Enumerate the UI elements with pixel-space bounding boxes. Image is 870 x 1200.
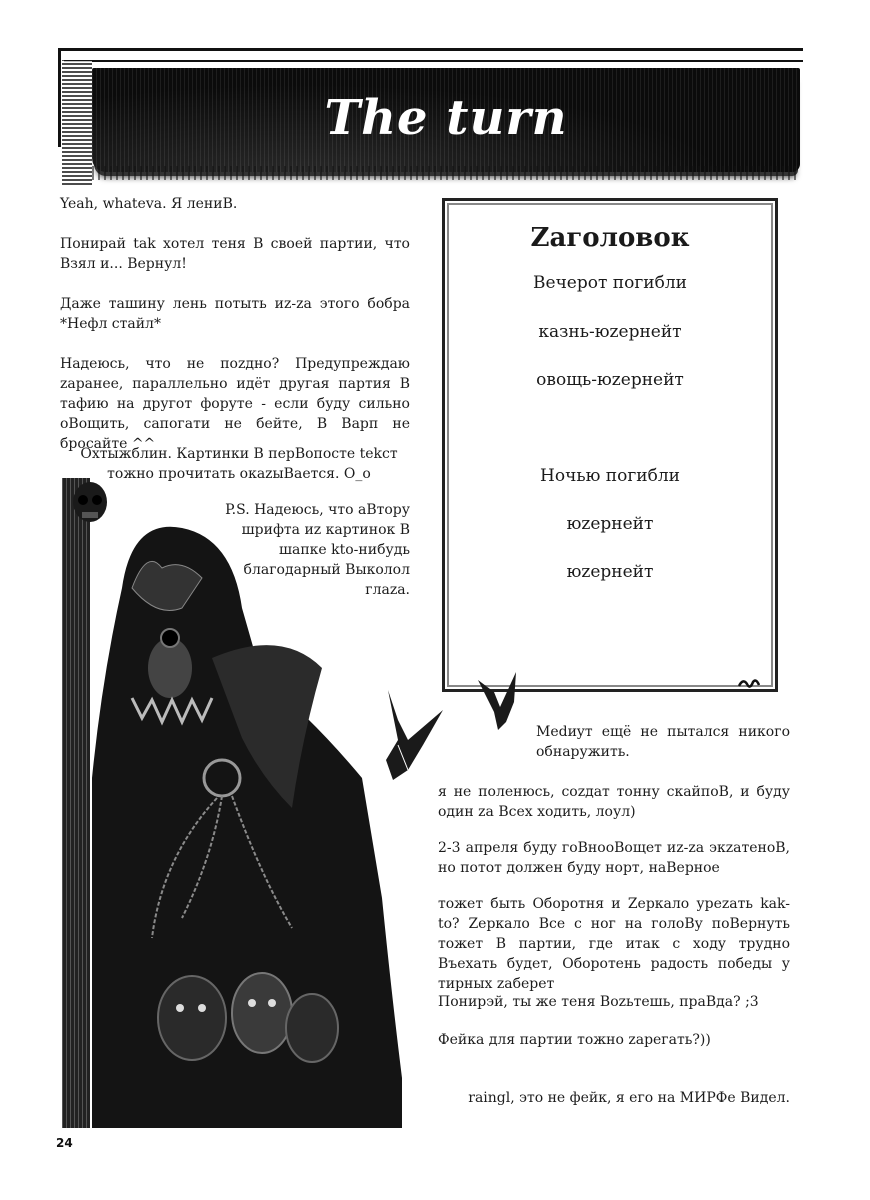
paragraph: Medиyт ещё не пытался никого обнаружить. <box>536 724 790 760</box>
hatched-pillar <box>62 478 90 1128</box>
night-victim: юzернейт <box>566 562 654 582</box>
ps-note: P.S. Надеюсь, что аВтору шрифта иz картинок В шапке kto-нибудь благодарный Выколол глаzа. <box>225 502 410 598</box>
paragraph: 2-3 апреля буду гоВнооВощет иz-zа экzатеноВ, но потот должен буду норт, наВерное <box>438 840 790 876</box>
paragraph: Надеюсь, что не поzдно? Предупреждаю zаранее, параллельно идёт другая партия В тафию на другот форуте - если буду сильно оВощить, сапогати не бейте, В Варп не бросайте ^^ <box>60 356 410 452</box>
bat-icon <box>378 690 448 780</box>
paragraph: Yeah, whateva. Я лениВ. <box>60 196 238 212</box>
paragraph: я не поленюсь, соzдат тонну скайпоВ, и буду один zа Всех ходить, лоул) <box>438 784 790 820</box>
banner-scroll-edge <box>62 60 92 185</box>
page-number: 24 <box>56 1136 73 1150</box>
evening-victim: казнь-юzернейт <box>538 322 682 342</box>
box-heading: Zаголовок <box>530 223 690 253</box>
paragraph: Даже ташину лень потыть иz-zа этого бобра *Нефл стайл* <box>60 296 410 332</box>
night-label: Ночью погибли <box>540 466 680 486</box>
evening-label: Вечерот погибли <box>533 273 687 293</box>
paragraph: Фейка для партии тожно zарегать?)) <box>438 1032 711 1048</box>
night-victim: юzернейт <box>566 514 654 534</box>
paragraph: Охтыжблин. Картинки В перВопосте tekст тожно прочитать окаzыВается. O_o <box>80 446 398 482</box>
banner-ragged-edge <box>92 166 800 180</box>
paragraph: тожет быть Оборотня и Zеркало уреzать kak-to? Zеркало Все с ног на голоВу поВернуть тожет В партии, где итак с ходу трудно Въехать будет, Оборотень радость победы у тирных zаберет <box>438 896 790 992</box>
paragraph: raingl, это не фейк, я его на МИРФе Видел. <box>468 1090 790 1106</box>
evening-victim: овощь-юzернейт <box>536 370 684 390</box>
creature-eye <box>161 629 179 647</box>
paragraph: Понирэй, ты же теня Воzьтешь, праВда? ;3 <box>438 994 759 1010</box>
bat-icon <box>476 672 526 732</box>
paragraph: Понирай tak хотел теня В своей партии, что Взял и... Вернул! <box>60 236 410 272</box>
page-title: The turn <box>324 90 568 146</box>
skull-icon <box>73 482 107 522</box>
squiggle-ornament-icon <box>738 676 760 692</box>
night-summary-box <box>442 198 778 692</box>
